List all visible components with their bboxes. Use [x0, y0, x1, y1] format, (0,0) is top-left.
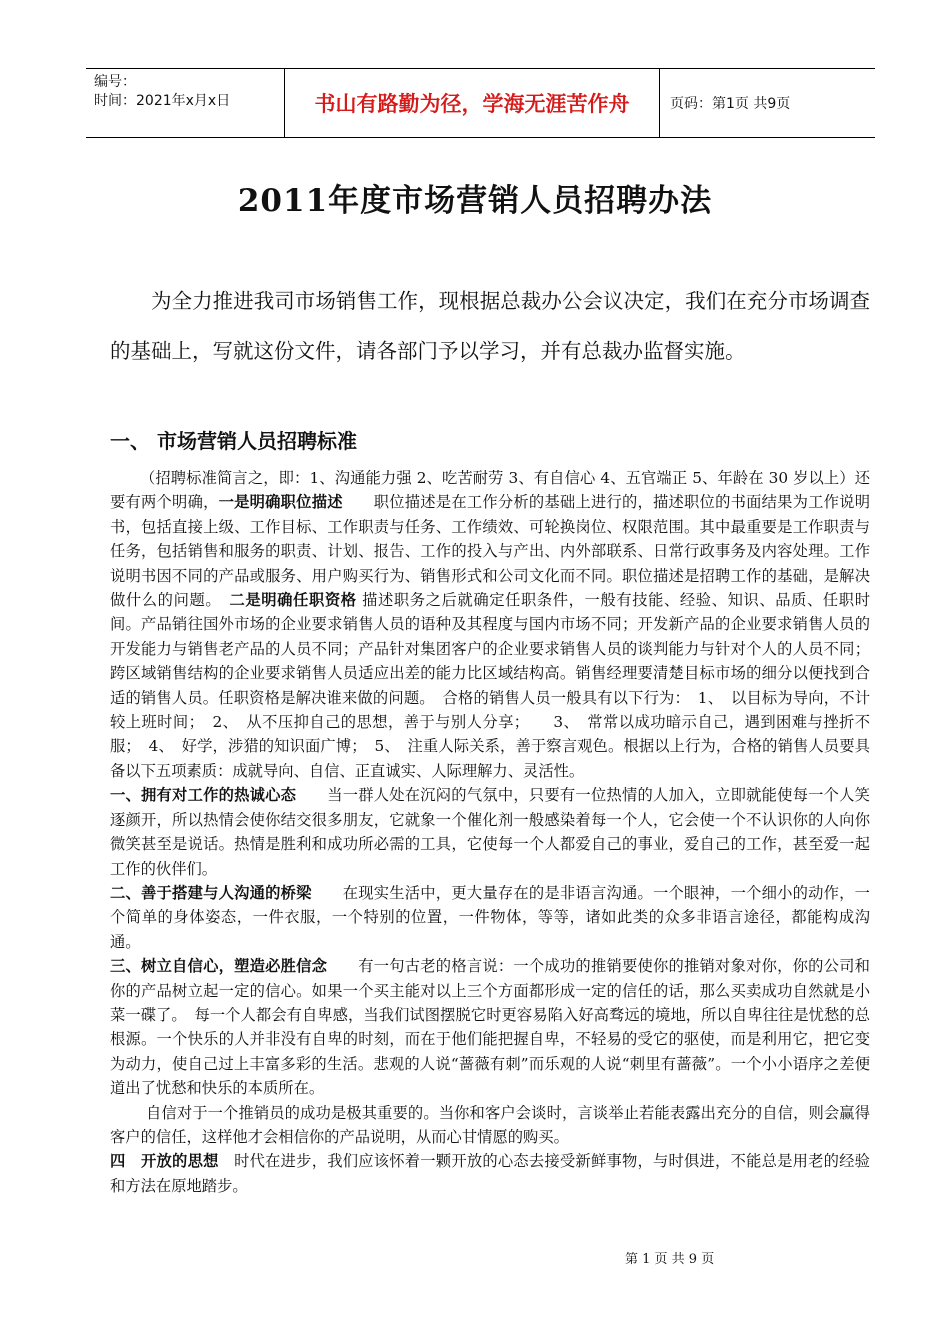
para1-bold-a: 一是明确职位描述 — [218, 493, 343, 512]
paragraph-communication — [110, 881, 870, 954]
para2-heading: 一、拥有对工作的热诚心态 — [110, 786, 297, 805]
document-body — [110, 466, 870, 1198]
header-meta — [86, 69, 285, 137]
para1-bold-b: 二是明确任职资格 — [229, 591, 357, 610]
para4-text: 有一句古老的格言说：一个成功的推销要使你的推销对象对你，你的公司和你的产品树立起一定的信心。如果一个买主能对以上三个方面都形成一定的信任的话，那么买卖成功自然就是小菜一碟了。 每一个人都会有自卑感，当我们试图摆脱它时更容易陷入好高骛远的境地，所以自卑往往是忧愁的总根源。一个快乐的人并非没有自卑的时刻，而在于他们能把握自卑，不轻易的受它的驱使，而是利用它，把它变为动力，使自己过上丰富多彩的生活。悲观的人说“蔷薇有刺”而乐观的人说“刺里有蔷薇”。一个小小语序之差便道出了忧愁和快乐的本质所在。 — [110, 957, 870, 1098]
time-label: 时间：2021年x月x日 — [94, 93, 231, 109]
page-footer: 第 1 页 共 9 页 — [625, 1252, 715, 1267]
para4-heading: 三、树立自信心，塑造必胜信念 — [110, 957, 328, 976]
header-motto: 书山有路勤为径，学海无涯苦作舟 — [285, 69, 660, 137]
para6-heading: 四 开放的思想 — [110, 1152, 219, 1171]
para1-text-c: 描述职务之后就确定任职条件，一般有技能、经验、知识、品质、任职时间。产品销往国外市场的企业要求销售人员的语种及其程度与国内市场不同；开发新产品的企业要求销售人员的开发能力与销售老产品的人员不同；产品针对集团客户的企业要求销售人员的谈判能力与针对个人的人员不同；跨区域销售结构的企业要求销售人员适应出差的能力比区域结构高。销售经理要清楚目标市场的细分以便找到合适的销售人员。任职资格是解决谁来做的问题。 合格的销售人员一般具有以下行为： 1、 以目标为导向，不计较上班时间； 2、 从不压抑自己的思想，善于与别人分享； 3、 常常以成功暗示自己，遇到困难与挫折不服； 4、 好学，涉猎的知识面广博； 5、 注重人际关系，善于察言观色。根据以上行为，合格的销售人员要具备以下五项素质：成就导向、自信、正直诚实、人际理解力、灵活性。 — [110, 591, 870, 780]
paragraph-confidence — [110, 954, 870, 1100]
para1-text-b: 职位描述是在工作分析的基础上进行的，描述职位的书面结果为工作说明书，包括直接上级、工作目标、工作职责与任务、工作绩效、可轮换岗位、权限范围。其中最重要是工作职责与任务，包括销售和服务的职责、计划、报告、工作的投入与产出、内外部联系、日常行政事务及内容处理。工作说明书因不同的产品或服务、用户购买行为、销售形式和公司文化而不同。职位描述是招聘工作的基础，是解决做什么的问题。 — [110, 493, 870, 610]
header-page-info: 页码：第1页 共9页 — [670, 96, 791, 112]
paragraph-enthusiasm — [110, 783, 870, 881]
para3-heading: 二、善于搭建与人沟通的桥梁 — [110, 883, 312, 902]
document-title: 2011年度市场营销人员招聘办法 — [237, 183, 713, 219]
para3-text: 在现实生活中，更大量存在的是非语言沟通。一个眼神，一个细小的动作，一个简单的身体姿态，一件衣服，一个特别的位置，一件物体，等等，诸如此类的众多非语言途径，都能构成沟通。 — [110, 883, 870, 951]
section-heading: 一、 市场营销人员招聘标准 — [110, 429, 357, 453]
paragraph-confidence-2: 自信对于一个推销员的成功是极其重要的。当你和客户会谈时，言谈举止若能表露出充分的自信，则会赢得客户的信任，这样他才会相信你的产品说明，从而心甘情愿的购买。 — [110, 1103, 870, 1146]
para6-text: 时代在进步，我们应该怀着一颗开放的心态去接受新鲜事物，与时俱进，不能总是用老的经验和方法在原地踏步。 — [110, 1152, 870, 1195]
paragraph-standards — [110, 466, 870, 783]
intro-paragraph: 为全力推进我司市场销售工作，现根据总裁办公会议决定，我们在充分市场调查的基础上，写就这份文件，请各部门予以学习，并有总裁办监督实施。 — [110, 289, 870, 363]
para2-text: 当一群人处在沉闷的气氛中，只要有一位热情的人加入，立即就能使每一个人笑逐颜开，所以热情会使你结交很多朋友，它就象一个催化剂一般感染着每一个人，它会使一个不认识你的人向你微笑甚至是说话。热情是胜利和成功所必需的工具，它使每一个人都爱自己的事业，爱自己的工作，甚至爱一起工作的伙伴们。 — [110, 786, 870, 878]
number-label: 编号： — [94, 74, 136, 90]
paragraph-open-mind — [110, 1149, 870, 1198]
document-header — [86, 68, 875, 138]
para1-text-a: （招聘标准简言之，即：1、沟通能力强 2、吃苦耐劳 3、有自信心 4、五官端正 5、年龄在 30 岁以上）还要有两个明确， — [110, 469, 870, 512]
